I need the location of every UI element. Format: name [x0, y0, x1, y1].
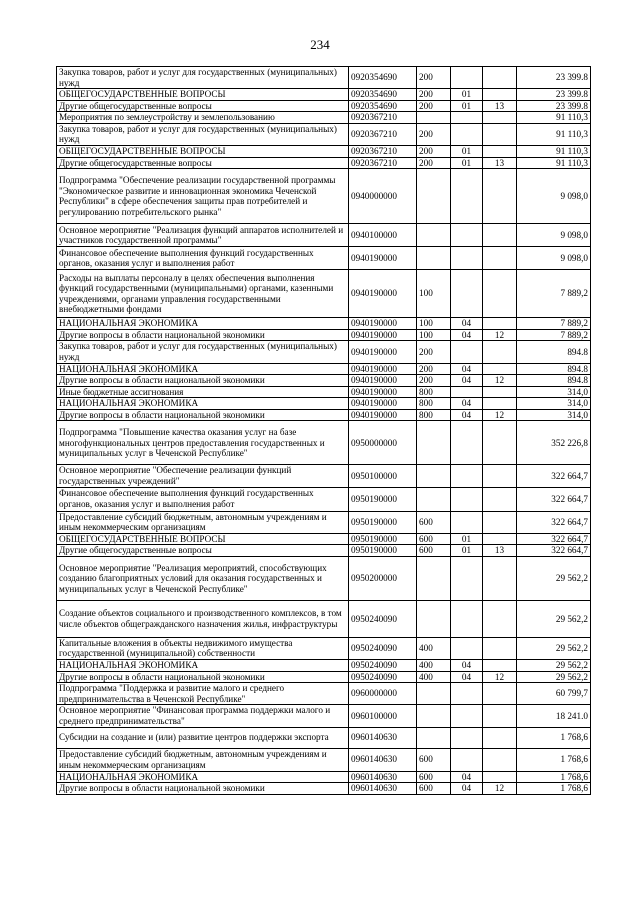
- table-row: [57, 224, 591, 247]
- row-name-cell: Другие общегосударственные вопросы: [57, 545, 349, 557]
- subsection-cell: [483, 511, 517, 533]
- table-row: [57, 683, 591, 705]
- expense-type-cell: [417, 705, 451, 727]
- target-code-cell: 0950190000: [349, 533, 417, 545]
- section-cell: 04: [451, 329, 483, 341]
- row-name-cell: НАЦИОНАЛЬНАЯ ЭКОНОМИКА: [57, 660, 349, 672]
- budget-table: [56, 66, 591, 795]
- target-code-cell: 0960140630: [349, 727, 417, 748]
- subsection-cell: [483, 771, 517, 783]
- target-code-cell: 0940190000: [349, 318, 417, 330]
- target-code-cell: 0920367210: [349, 112, 417, 124]
- expense-type-cell: 600: [417, 748, 451, 771]
- table-row: [57, 511, 591, 533]
- subsection-cell: 12: [483, 375, 517, 387]
- section-cell: [451, 169, 483, 224]
- target-code-cell: 0920367210: [349, 123, 417, 145]
- amount-cell: 91 110,3: [517, 157, 591, 169]
- subsection-cell: 13: [483, 545, 517, 557]
- row-name-cell: Другие общегосударственные вопросы: [57, 157, 349, 169]
- row-name-cell: Другие общегосударственные вопросы: [57, 100, 349, 112]
- amount-cell: 322 664,7: [517, 511, 591, 533]
- amount-cell: 1 768,6: [517, 771, 591, 783]
- table-row: [57, 600, 591, 637]
- subsection-cell: [483, 421, 517, 465]
- amount-cell: 322 664,7: [517, 545, 591, 557]
- target-code-cell: 0950190000: [349, 545, 417, 557]
- amount-cell: 9 098,0: [517, 224, 591, 247]
- expense-type-cell: [417, 169, 451, 224]
- target-code-cell: 0940190000: [349, 341, 417, 363]
- target-code-cell: 0920354690: [349, 100, 417, 112]
- amount-cell: 1 768,6: [517, 783, 591, 795]
- target-code-cell: 0920367210: [349, 146, 417, 158]
- amount-cell: 1 768,6: [517, 727, 591, 748]
- section-cell: 04: [451, 375, 483, 387]
- table-row: [57, 375, 591, 387]
- table-row: [57, 421, 591, 465]
- subsection-cell: [483, 270, 517, 318]
- amount-cell: 1 768,6: [517, 748, 591, 771]
- section-cell: 01: [451, 100, 483, 112]
- subsection-cell: [483, 487, 517, 511]
- expense-type-cell: 800: [417, 398, 451, 410]
- table-row: [57, 409, 591, 421]
- row-name-cell: Подпрограмма "Повышение качества оказания услуг на базе многофункциональных центров предоставления государственных и муниципальных услуг в Чеченской Республике": [57, 421, 349, 465]
- target-code-cell: 0950190000: [349, 511, 417, 533]
- expense-type-cell: 600: [417, 545, 451, 557]
- amount-cell: 7 889,2: [517, 318, 591, 330]
- target-code-cell: 0950240090: [349, 671, 417, 683]
- table-row: [57, 748, 591, 771]
- target-code-cell: 0920367210: [349, 157, 417, 169]
- section-cell: [451, 556, 483, 600]
- target-code-cell: 0960000000: [349, 683, 417, 705]
- expense-type-cell: [417, 600, 451, 637]
- row-name-cell: Другие вопросы в области национальной экономики: [57, 409, 349, 421]
- expense-type-cell: 200: [417, 157, 451, 169]
- subsection-cell: [483, 727, 517, 748]
- section-cell: 04: [451, 771, 483, 783]
- table-row: [57, 637, 591, 659]
- target-code-cell: 0950240090: [349, 660, 417, 672]
- expense-type-cell: 800: [417, 386, 451, 398]
- row-name-cell: ОБЩЕГОСУДАРСТВЕННЫЕ ВОПРОСЫ: [57, 533, 349, 545]
- table-row: [57, 660, 591, 672]
- section-cell: [451, 224, 483, 247]
- table-row: [57, 556, 591, 600]
- target-code-cell: 0950100000: [349, 465, 417, 487]
- table-row: [57, 123, 591, 145]
- table-row: [57, 67, 591, 89]
- table-row: [57, 100, 591, 112]
- expense-type-cell: [417, 683, 451, 705]
- section-cell: [451, 487, 483, 511]
- expense-type-cell: [417, 247, 451, 270]
- section-cell: [451, 123, 483, 145]
- section-cell: [451, 600, 483, 637]
- target-code-cell: 0940100000: [349, 224, 417, 247]
- expense-type-cell: [417, 556, 451, 600]
- expense-type-cell: [417, 112, 451, 124]
- row-name-cell: Другие вопросы в области национальной экономики: [57, 329, 349, 341]
- row-name-cell: ОБЩЕГОСУДАРСТВЕННЫЕ ВОПРОСЫ: [57, 89, 349, 101]
- amount-cell: 29 562,2: [517, 660, 591, 672]
- table-row: [57, 363, 591, 375]
- target-code-cell: 0950240090: [349, 637, 417, 659]
- row-name-cell: Закупка товаров, работ и услуг для государственных (муниципальных) нужд: [57, 123, 349, 145]
- table-row: [57, 329, 591, 341]
- table-row: [57, 318, 591, 330]
- expense-type-cell: 200: [417, 89, 451, 101]
- amount-cell: 60 799,7: [517, 683, 591, 705]
- expense-type-cell: 400: [417, 637, 451, 659]
- amount-cell: 23 399.8: [517, 67, 591, 89]
- amount-cell: 7 889,2: [517, 329, 591, 341]
- budget-table-body: [57, 67, 591, 795]
- section-cell: 01: [451, 533, 483, 545]
- table-row: [57, 89, 591, 101]
- table-row: [57, 247, 591, 270]
- amount-cell: 322 664,7: [517, 465, 591, 487]
- subsection-cell: [483, 465, 517, 487]
- row-name-cell: Расходы на выплаты персоналу в целях обеспечения выполнения функций государственными (муниципальными) органами, казенными учреждениями, органами управления государственными внебюджетными фондами: [57, 270, 349, 318]
- section-cell: [451, 341, 483, 363]
- section-cell: [451, 748, 483, 771]
- section-cell: [451, 386, 483, 398]
- subsection-cell: 12: [483, 409, 517, 421]
- expense-type-cell: [417, 487, 451, 511]
- section-cell: 04: [451, 783, 483, 795]
- target-code-cell: 0960140630: [349, 783, 417, 795]
- row-name-cell: Предоставление субсидий бюджетным, автономным учреждениям и иным некоммерческим организациям: [57, 511, 349, 533]
- table-row: [57, 465, 591, 487]
- expense-type-cell: 100: [417, 318, 451, 330]
- amount-cell: 23 399.8: [517, 100, 591, 112]
- table-row: [57, 771, 591, 783]
- amount-cell: 314,0: [517, 386, 591, 398]
- table-row: [57, 270, 591, 318]
- target-code-cell: 0920354690: [349, 89, 417, 101]
- subsection-cell: [483, 660, 517, 672]
- expense-type-cell: 800: [417, 409, 451, 421]
- section-cell: 04: [451, 398, 483, 410]
- table-row: [57, 671, 591, 683]
- target-code-cell: 0940190000: [349, 363, 417, 375]
- expense-type-cell: 600: [417, 511, 451, 533]
- row-name-cell: Другие вопросы в области национальной экономики: [57, 783, 349, 795]
- expense-type-cell: 200: [417, 146, 451, 158]
- table-row: [57, 146, 591, 158]
- target-code-cell: 0940190000: [349, 375, 417, 387]
- target-code-cell: 0940190000: [349, 270, 417, 318]
- row-name-cell: Мероприятия по землеустройству и землепользованию: [57, 112, 349, 124]
- target-code-cell: 0960100000: [349, 705, 417, 727]
- section-cell: 04: [451, 363, 483, 375]
- row-name-cell: НАЦИОНАЛЬНАЯ ЭКОНОМИКА: [57, 318, 349, 330]
- expense-type-cell: 200: [417, 123, 451, 145]
- row-name-cell: Финансовое обеспечение выполнения функций государственных органов, оказания услуг и выполнения работ: [57, 247, 349, 270]
- table-row: [57, 386, 591, 398]
- subsection-cell: [483, 123, 517, 145]
- subsection-cell: [483, 533, 517, 545]
- section-cell: [451, 511, 483, 533]
- subsection-cell: [483, 637, 517, 659]
- amount-cell: 91 110,3: [517, 112, 591, 124]
- section-cell: [451, 270, 483, 318]
- subsection-cell: [483, 363, 517, 375]
- row-name-cell: НАЦИОНАЛЬНАЯ ЭКОНОМИКА: [57, 398, 349, 410]
- amount-cell: 29 562,2: [517, 556, 591, 600]
- section-cell: 01: [451, 157, 483, 169]
- row-name-cell: НАЦИОНАЛЬНАЯ ЭКОНОМИКА: [57, 363, 349, 375]
- expense-type-cell: [417, 727, 451, 748]
- expense-type-cell: 600: [417, 771, 451, 783]
- expense-type-cell: 200: [417, 100, 451, 112]
- subsection-cell: [483, 341, 517, 363]
- subsection-cell: [483, 398, 517, 410]
- section-cell: 01: [451, 146, 483, 158]
- row-name-cell: Основное мероприятие "Реализация функций аппаратов исполнителей и участников государственной программы": [57, 224, 349, 247]
- table-row: [57, 727, 591, 748]
- amount-cell: 29 562,2: [517, 600, 591, 637]
- expense-type-cell: 200: [417, 67, 451, 89]
- row-name-cell: Основное мероприятие "Реализация мероприятий, способствующих созданию благоприятных условий для оказания государственных и муниципальных услуг в Чеченской Республике": [57, 556, 349, 600]
- amount-cell: 322 664,7: [517, 487, 591, 511]
- section-cell: [451, 112, 483, 124]
- row-name-cell: Подпрограмма "Обеспечение реализации государственной программы "Экономическое развитие и инновационная экономика Чеченской Республики" в сфере обеспечения защиты прав потребителей и регулированию потребительского рынка": [57, 169, 349, 224]
- subsection-cell: [483, 556, 517, 600]
- row-name-cell: Капитальные вложения в объекты недвижимого имущества государственной (муниципальной) собственности: [57, 637, 349, 659]
- target-code-cell: 0920354690: [349, 67, 417, 89]
- row-name-cell: Закупка товаров, работ и услуг для государственных (муниципальных) нужд: [57, 67, 349, 89]
- subsection-cell: [483, 247, 517, 270]
- row-name-cell: Субсидии на создание и (или) развитие центров поддержки экспорта: [57, 727, 349, 748]
- expense-type-cell: 600: [417, 533, 451, 545]
- subsection-cell: [483, 169, 517, 224]
- subsection-cell: [483, 146, 517, 158]
- section-cell: [451, 421, 483, 465]
- row-name-cell: Подпрограмма "Поддержка и развитие малого и среднего предпринимательства в Чеченской Республике": [57, 683, 349, 705]
- expense-type-cell: 100: [417, 270, 451, 318]
- amount-cell: 9 098,0: [517, 169, 591, 224]
- table-row: [57, 341, 591, 363]
- subsection-cell: [483, 683, 517, 705]
- section-cell: 04: [451, 318, 483, 330]
- table-row: [57, 487, 591, 511]
- amount-cell: 9 098,0: [517, 247, 591, 270]
- expense-type-cell: 100: [417, 329, 451, 341]
- amount-cell: 894.8: [517, 341, 591, 363]
- table-row: [57, 705, 591, 727]
- expense-type-cell: 200: [417, 363, 451, 375]
- amount-cell: 352 226,8: [517, 421, 591, 465]
- subsection-cell: [483, 67, 517, 89]
- subsection-cell: 12: [483, 783, 517, 795]
- row-name-cell: Другие вопросы в области национальной экономики: [57, 671, 349, 683]
- subsection-cell: [483, 705, 517, 727]
- amount-cell: 322 664,7: [517, 533, 591, 545]
- target-code-cell: 0940190000: [349, 409, 417, 421]
- table-row: [57, 783, 591, 795]
- row-name-cell: ОБЩЕГОСУДАРСТВЕННЫЕ ВОПРОСЫ: [57, 146, 349, 158]
- target-code-cell: 0940190000: [349, 247, 417, 270]
- section-cell: [451, 705, 483, 727]
- section-cell: [451, 683, 483, 705]
- expense-type-cell: 600: [417, 783, 451, 795]
- row-name-cell: Предоставление субсидий бюджетным, автономным учреждениям и иным некоммерческим организациям: [57, 748, 349, 771]
- subsection-cell: [483, 112, 517, 124]
- table-row: [57, 398, 591, 410]
- section-cell: [451, 637, 483, 659]
- target-code-cell: 0950000000: [349, 421, 417, 465]
- amount-cell: 314,0: [517, 409, 591, 421]
- target-code-cell: 0960140630: [349, 771, 417, 783]
- section-cell: [451, 247, 483, 270]
- subsection-cell: 12: [483, 329, 517, 341]
- amount-cell: 91 110,3: [517, 146, 591, 158]
- target-code-cell: 0960140630: [349, 748, 417, 771]
- target-code-cell: 0950200000: [349, 556, 417, 600]
- subsection-cell: [483, 600, 517, 637]
- expense-type-cell: 400: [417, 671, 451, 683]
- amount-cell: 29 562,2: [517, 671, 591, 683]
- section-cell: 04: [451, 671, 483, 683]
- expense-type-cell: 200: [417, 375, 451, 387]
- row-name-cell: Основное мероприятие "Обеспечение реализации функций государственных учреждений": [57, 465, 349, 487]
- amount-cell: 314,0: [517, 398, 591, 410]
- amount-cell: 23 399.8: [517, 89, 591, 101]
- subsection-cell: [483, 748, 517, 771]
- subsection-cell: [483, 386, 517, 398]
- amount-cell: 7 889,2: [517, 270, 591, 318]
- target-code-cell: 0950190000: [349, 487, 417, 511]
- section-cell: 04: [451, 660, 483, 672]
- expense-type-cell: [417, 421, 451, 465]
- target-code-cell: 0940000000: [349, 169, 417, 224]
- subsection-cell: 13: [483, 157, 517, 169]
- target-code-cell: 0940190000: [349, 329, 417, 341]
- amount-cell: 18 241.0: [517, 705, 591, 727]
- section-cell: 01: [451, 545, 483, 557]
- target-code-cell: 0940190000: [349, 386, 417, 398]
- table-row: [57, 169, 591, 224]
- table-row: [57, 533, 591, 545]
- section-cell: [451, 67, 483, 89]
- subsection-cell: [483, 89, 517, 101]
- table-row: [57, 157, 591, 169]
- expense-type-cell: [417, 224, 451, 247]
- table-row: [57, 545, 591, 557]
- target-code-cell: 0940190000: [349, 398, 417, 410]
- amount-cell: 894.8: [517, 375, 591, 387]
- target-code-cell: 0950240090: [349, 600, 417, 637]
- subsection-cell: 12: [483, 671, 517, 683]
- expense-type-cell: 400: [417, 660, 451, 672]
- amount-cell: 91 110,3: [517, 123, 591, 145]
- expense-type-cell: 200: [417, 341, 451, 363]
- section-cell: [451, 465, 483, 487]
- row-name-cell: Создание объектов социального и производственного комплексов, в том числе объектов общегражданского назначения жилья, инфраструктуры: [57, 600, 349, 637]
- subsection-cell: [483, 318, 517, 330]
- subsection-cell: 13: [483, 100, 517, 112]
- row-name-cell: Другие вопросы в области национальной экономики: [57, 375, 349, 387]
- amount-cell: 894.8: [517, 363, 591, 375]
- row-name-cell: Финансовое обеспечение выполнения функций государственных органов, оказания услуг и выполнения работ: [57, 487, 349, 511]
- row-name-cell: Иные бюджетные ассигнования: [57, 386, 349, 398]
- page-number: 234: [310, 37, 330, 52]
- expense-type-cell: [417, 465, 451, 487]
- section-cell: [451, 727, 483, 748]
- section-cell: 04: [451, 409, 483, 421]
- subsection-cell: [483, 224, 517, 247]
- row-name-cell: Основное мероприятие "Финансовая программа поддержки малого и среднего предпринимательства": [57, 705, 349, 727]
- table-row: [57, 112, 591, 124]
- amount-cell: 29 562,2: [517, 637, 591, 659]
- section-cell: 01: [451, 89, 483, 101]
- row-name-cell: Закупка товаров, работ и услуг для государственных (муниципальных) нужд: [57, 341, 349, 363]
- row-name-cell: НАЦИОНАЛЬНАЯ ЭКОНОМИКА: [57, 771, 349, 783]
